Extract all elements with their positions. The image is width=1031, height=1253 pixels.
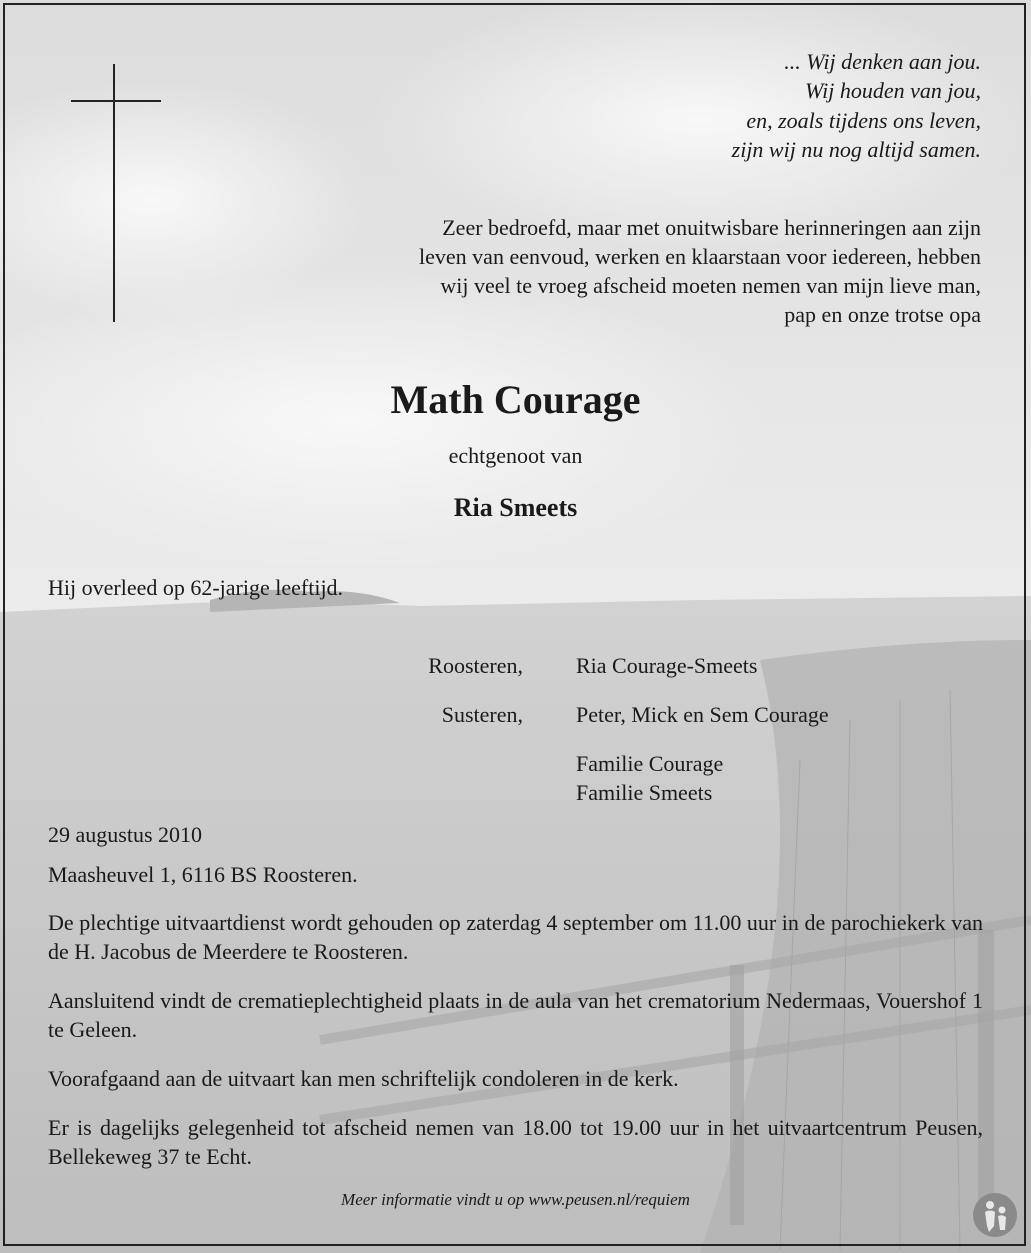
intro-line-2: leven van eenvoud, werken en klaarstaan voor iedereen, hebben: [419, 244, 981, 269]
family-names-2: Peter, Mick en Sem Courage: [576, 702, 829, 727]
family-place-1: Roosteren,: [428, 653, 523, 678]
intro-line-4: pap en onze trotse opa: [784, 302, 981, 327]
poem-line-2: Wij houden van jou,: [805, 78, 981, 103]
relation-text: echtgenoot van: [448, 443, 583, 468]
cross-icon-bar: [71, 100, 161, 102]
poem-line-3: en, zoals tijdens ons leven,: [746, 108, 981, 133]
poem-line-1: ... Wij denken aan jou.: [784, 49, 981, 74]
spouse-name: Ria Smeets: [453, 493, 578, 522]
age-line: Hij overleed op 62-jarige leeftijd.: [48, 575, 344, 600]
family-names-3b: Familie Smeets: [576, 780, 713, 805]
service-text: De plechtige uitvaartdienst wordt gehouden op zaterdag 4 september om 11.00 uur in de parochiekerk van de H. Jacobus de Meerdere te Roosteren.: [48, 910, 983, 964]
border-frame: [3, 3, 1026, 1246]
intro-line-3: wij veel te vroeg afscheid moeten nemen van mijn lieve man,: [440, 273, 981, 298]
poem-line-4: zijn wij nu nog altijd samen.: [731, 137, 981, 162]
deceased-name: Math Courage: [390, 377, 641, 422]
cross-icon: [113, 64, 115, 322]
footer-info: Meer informatie vindt u op www.peusen.nl/requiem: [341, 1190, 690, 1209]
condolence-text: Voorafgaand aan de uitvaart kan men schriftelijk condoleren in de kerk.: [48, 1066, 679, 1091]
intro-line-1: Zeer bedroefd, maar met onuitwisbare herinneringen aan zijn: [442, 215, 981, 240]
date-text: 29 augustus 2010: [48, 822, 202, 847]
viewing-text: Er is dagelijks gelegenheid tot afscheid nemen van 18.00 tot 19.00 uur in het uitvaartcentrum Peusen, Bellekeweg 37 te Echt.: [48, 1115, 983, 1169]
family-names-3a: Familie Courage: [576, 751, 724, 776]
family-names-1: Ria Courage-Smeets: [576, 653, 758, 678]
family-place-2: Susteren,: [441, 702, 523, 727]
funeral-home-logo-icon: [972, 1192, 1018, 1238]
address-text: Maasheuvel 1, 6116 BS Roosteren.: [48, 862, 358, 887]
cremation-text: Aansluitend vindt de crematieplechtigheid plaats in de aula van het crematorium Nedermaas, Vouershof 1 te Geleen.: [48, 988, 983, 1042]
